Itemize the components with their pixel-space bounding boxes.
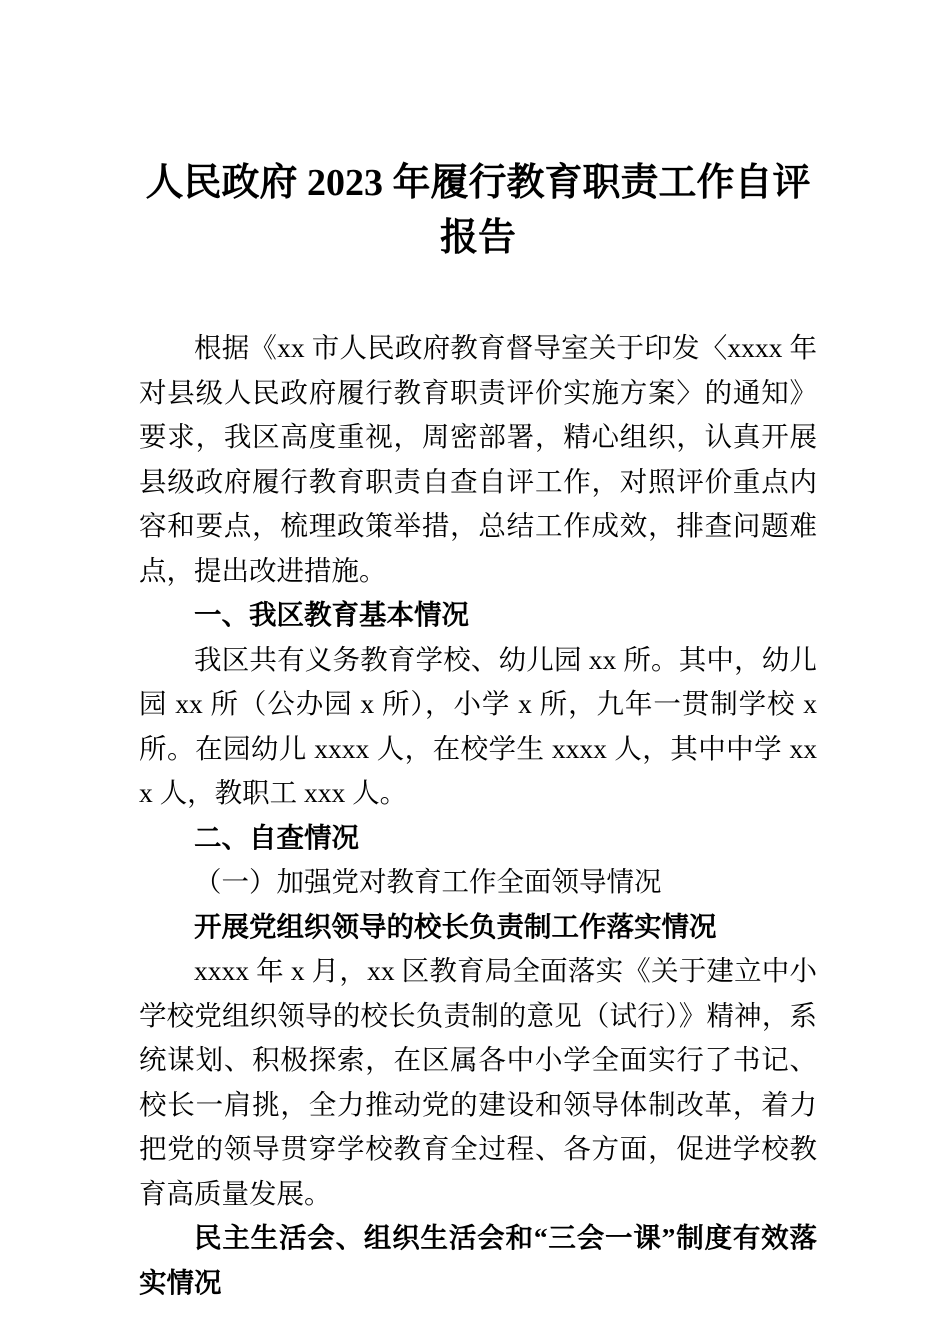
principal-responsibility-paragraph: xxxx 年 x 月，xx 区教育局全面落实《关于建立中小学校党组织领导的校长负责制的意见（试行）》精神，系统谋划、积极探索，在区属各中小学全面实行了书记、校长一肩挑，全力推动党的建设和领导体制改革，着力把党的领导贯穿学校教育全过程、各方面，促进学校教育高质量发展。: [139, 955, 817, 1209]
document-body: [139, 326, 817, 1305]
subsection-heading-party-leadership: （一）加强党对教育工作全面领导情况: [194, 866, 662, 897]
document-title: 人民政府 2023 年履行教育职责工作自评报告: [145, 162, 811, 259]
intro-paragraph: 根据《xx 市人民政府教育督导室关于印发〈xxxx 年对县级人民政府履行教育职责评价实施方案〉的通知》要求，我区高度重视，周密部署，精心组织，认真开展县级政府履行教育职责自查自评工作，对照评价重点内容和要点，梳理政策举措，总结工作成效，排查问题难点，提出改进措施。: [139, 332, 817, 586]
basic-info-paragraph: 我区共有义务教育学校、幼儿园 xx 所。其中，幼儿园 xx 所（公办园 x 所），小学 x 所，九年一贯制学校 x 所。在园幼儿 xxxx 人，在校学生 xxxx 人，其中中学 xxx 人，教职工 xxx 人。: [139, 643, 817, 808]
heading-democratic-life-meetings: 民主生活会、组织生活会和“三会一课”制度有效落实情况: [139, 1222, 817, 1298]
heading-principal-responsibility-system: 开展党组织领导的校长负责制工作落实情况: [194, 910, 717, 942]
section-heading-self-check: 二、自查情况: [194, 821, 359, 853]
section-heading-basic-info: 一、我区教育基本情况: [194, 599, 469, 630]
